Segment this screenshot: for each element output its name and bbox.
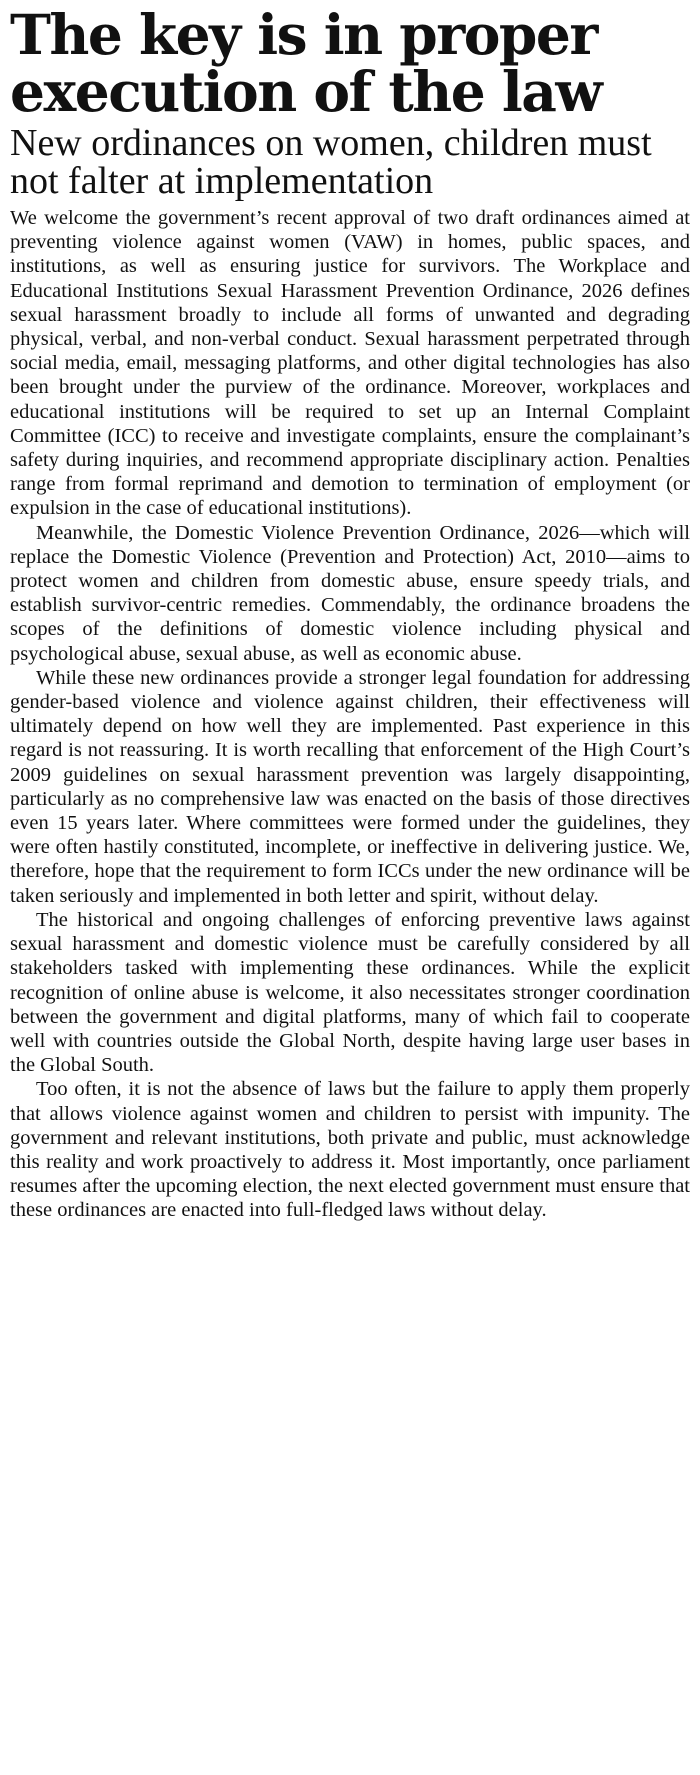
subheadline: New ordinances on women, children must not falter at implementation (10, 122, 652, 202)
headline: The key is in proper execution of the law (10, 2, 602, 124)
body-paragraph: While these new ordinances provide a stronger legal foundation for addressing gender-based violence and violence against children, their effectiveness will ultimately depend on how well they are implemented. Past experience in this regard is not reassuring. It is worth recalling that enforcement of the High Court’s 2009 guidelines on sexual harassment prevention was largely disappointing, particularly as no comprehensive law was enacted on the basis of those directives even 15 years later. Where committees were formed under the guidelines, they were often hastily constituted, incomplete, or ineffective in delivering justice. We, therefore, hope that the requirement to form ICCs under the new ordinance will be taken seriously and implemented in both letter and spirit, without delay. (10, 666, 690, 907)
body-paragraph: We welcome the government’s recent approval of two draft ordinances aimed at preventing violence against women (VAW) in homes, public spaces, and institutions, as well as ensuring justice for survivors. The Workplace and Educational Institutions Sexual Harassment Prevention Ordinance, 2026 defines sexual harassment broadly to include all forms of unwanted and degrading physical, verbal, and non-verbal conduct. Sexual harassment perpetrated through social media, email, messaging platforms, and other digital technologies has also been brought under the purview of the ordinance. Moreover, workplaces and educational institutions will be required to set up an Internal Complaint Committee (ICC) to receive and investigate complaints, ensure the complainant’s safety during inquiries, and recommend appropriate disciplinary action. Penalties range from formal reprimand and demotion to termination of employment (or expulsion in the case of educational institutions). (10, 207, 690, 520)
article-body (10, 206, 690, 1223)
body-paragraph: Too often, it is not the absence of laws but the failure to apply them properly that allows violence against women and children to persist with impunity. The government and relevant institutions, both private and public, must acknowledge this reality and work proactively to address it. Most importantly, once parliament resumes after the upcoming election, the next elected government must ensure that these ordinances are enacted into full-fledged laws without delay. (10, 1078, 690, 1222)
body-paragraph: The historical and ongoing challenges of enforcing preventive laws against sexual harassment and domestic violence must be carefully considered by all stakeholders tasked with implementing these ordinances. While the explicit recognition of online abuse is welcome, it also necessitates stronger coordination between the government and digital platforms, many of which fail to cooperate well with countries outside the Global North, despite having large user bases in the Global South. (10, 908, 690, 1077)
body-paragraph: Meanwhile, the Domestic Violence Prevention Ordinance, 2026—which will replace the Domestic Violence (Prevention and Protection) Act, 2010—aims to protect women and children from domestic abuse, ensure speedy trials, and establish survivor-centric remedies. Commendably, the ordinance broadens the scopes of the definitions of domestic violence including physical and psychological abuse, sexual abuse, as well as economic abuse. (10, 521, 690, 665)
